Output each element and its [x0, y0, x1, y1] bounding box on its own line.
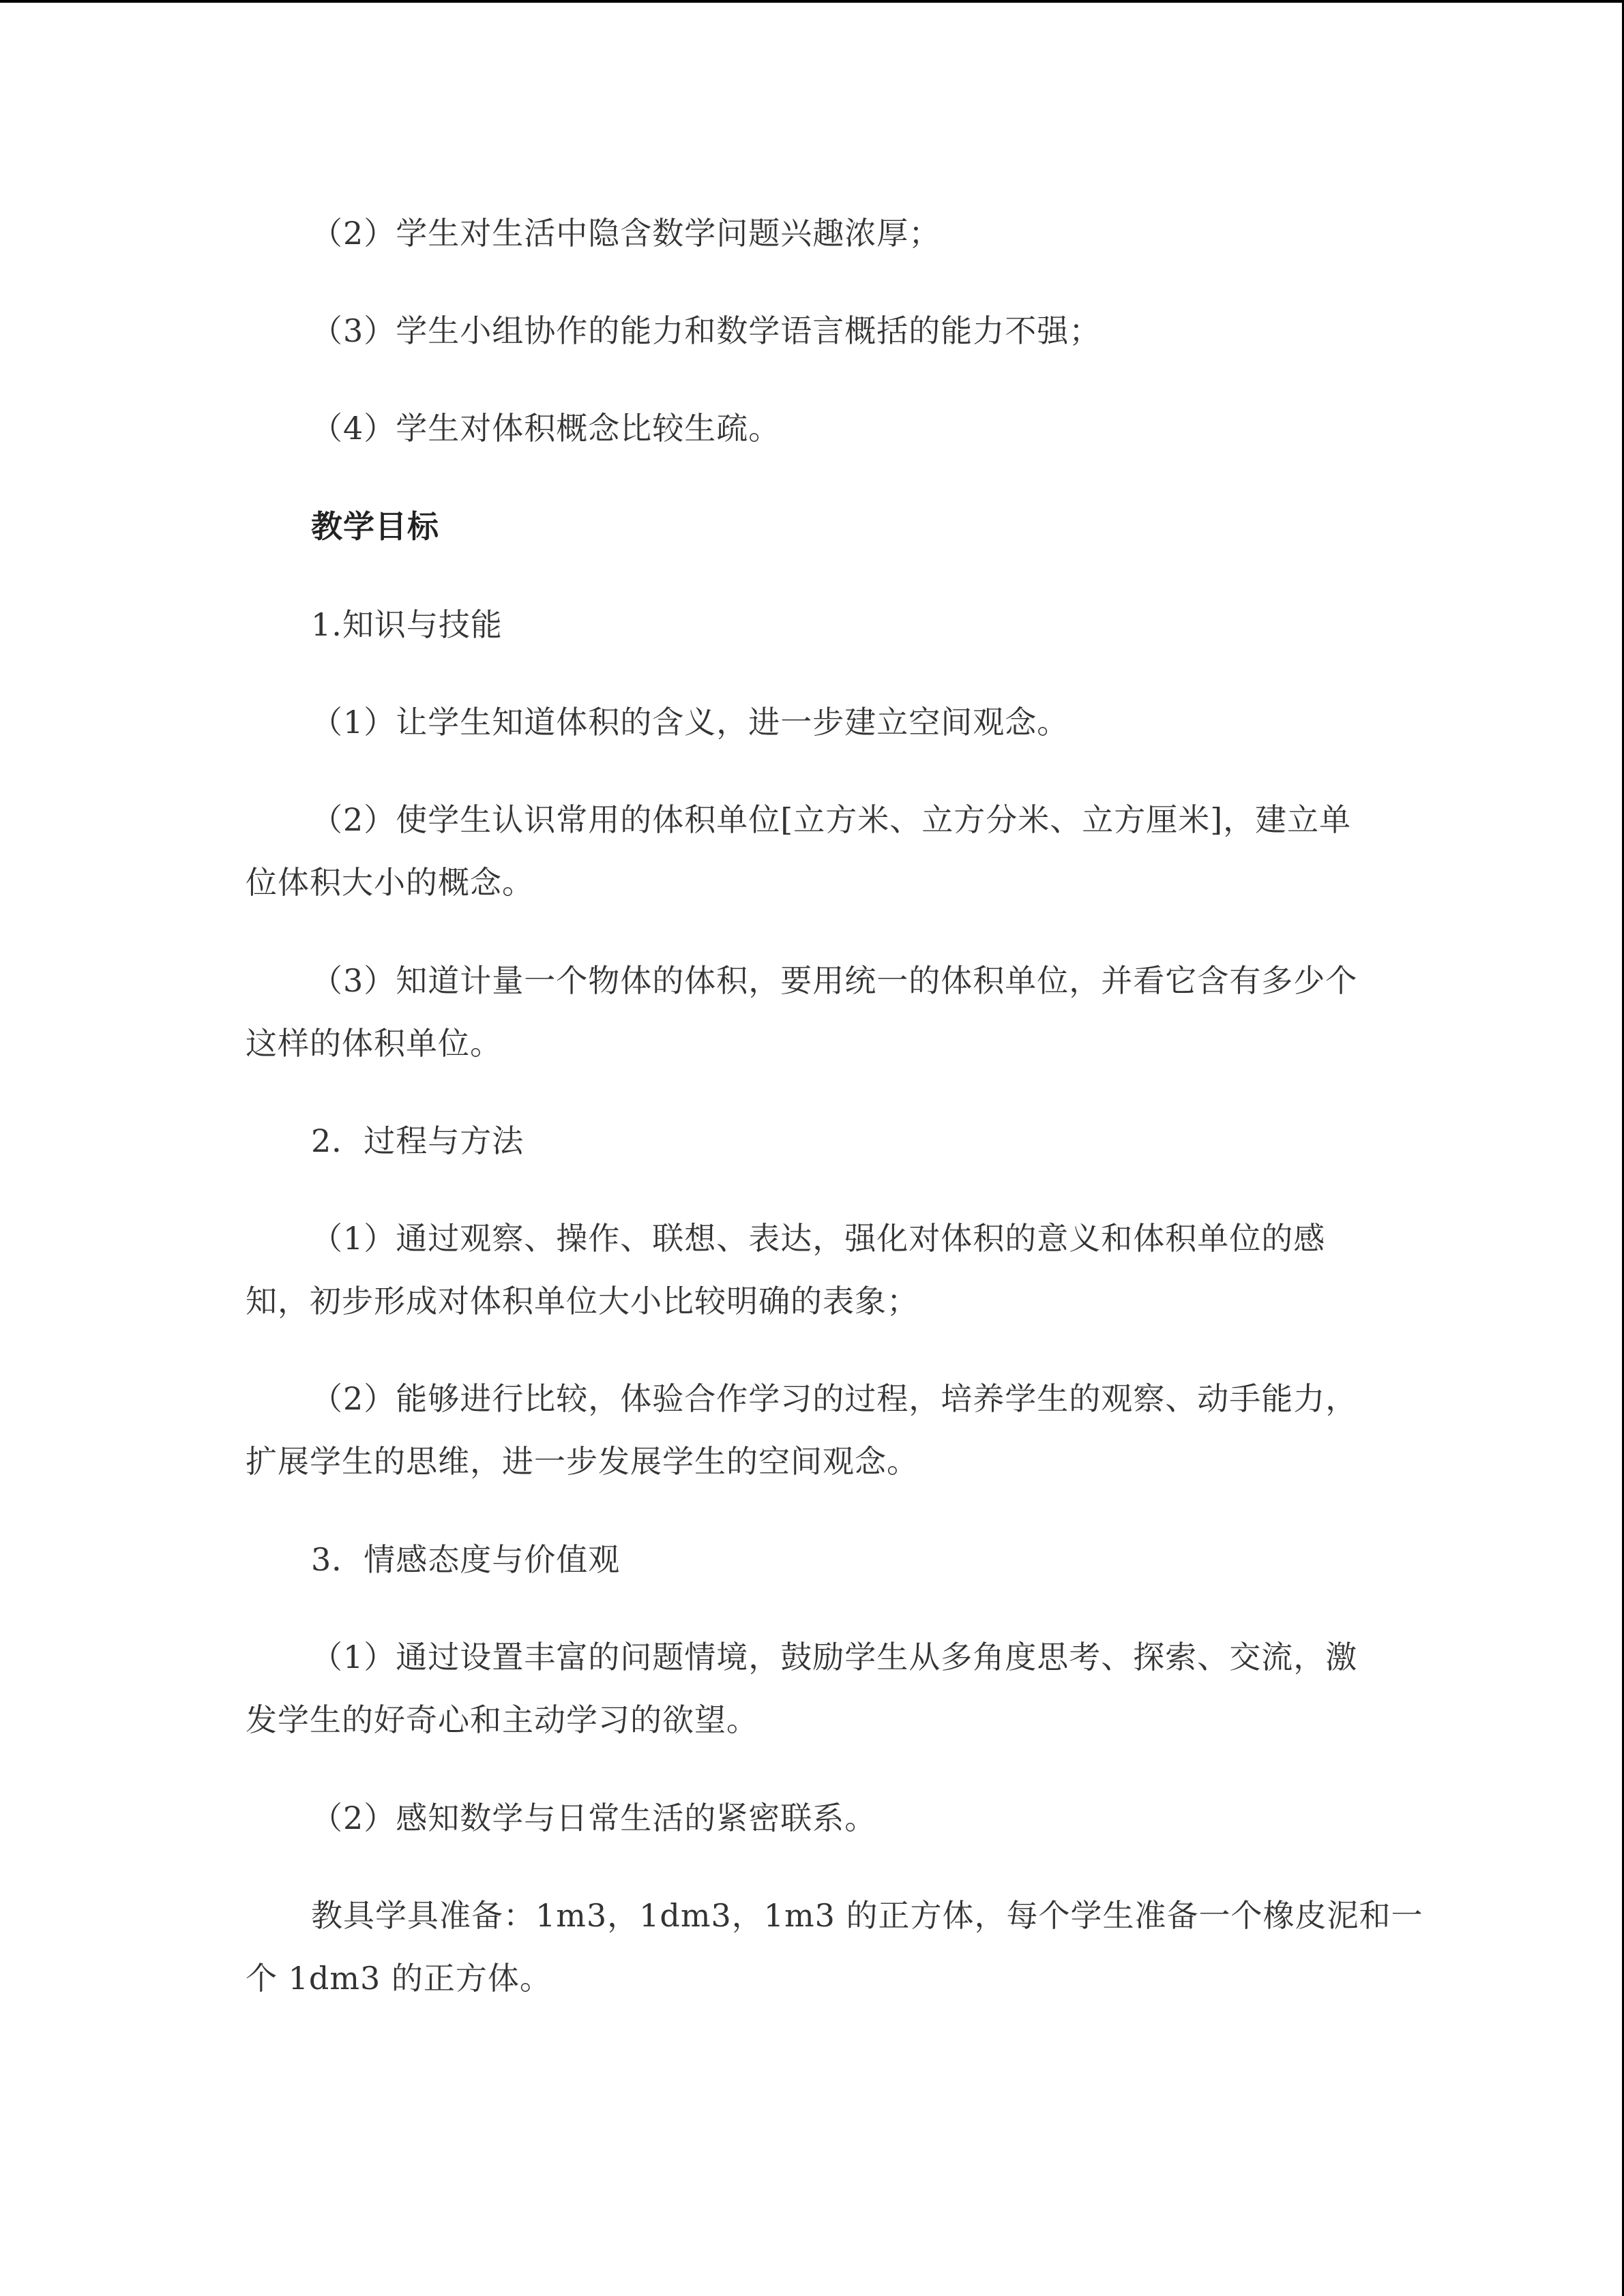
page-top-border: [0, 0, 1624, 3]
text-line: 发学生的好奇心和主动学习的欲望。: [246, 1701, 758, 1738]
text-line: 扩展学生的思维，进一步发展学生的空间观念。: [246, 1443, 919, 1480]
text-line: （3）知道计量一个物体的体积，要用统一的体积单位，并看它含有多少个: [311, 962, 1358, 999]
subsection-heading: 1.知识与技能: [311, 606, 503, 643]
text-line: （2）感知数学与日常生活的紧密联系。: [311, 1800, 877, 1836]
text-line: （2）使学生认识常用的体积单位[立方米、立方分米、立方厘米]，建立单: [311, 801, 1352, 838]
subsection-heading: 2．过程与方法: [311, 1122, 525, 1159]
subsection-heading: 3．情感态度与价值观: [311, 1541, 621, 1578]
text-line: 位体积大小的概念。: [246, 864, 534, 901]
text-line: （1）通过设置丰富的问题情境，鼓励学生从多角度思考、探索、交流，激: [311, 1639, 1358, 1675]
section-heading: 教学目标: [311, 508, 439, 545]
text-line: 教具学具准备：1m3，1dm3，1m3 的正方体，每个学生准备一个橡皮泥和一: [311, 1897, 1423, 1934]
text-line: （1）通过观察、操作、联想、表达，强化对体积的意义和体积单位的感: [311, 1220, 1326, 1257]
text-line: 这样的体积单位。: [246, 1025, 502, 1062]
text-line: （1）让学生知道体积的含义，进一步建立空间观念。: [311, 704, 1069, 741]
text-line: 知，初步形成对体积单位大小比较明确的表象；: [246, 1283, 919, 1320]
text-line: 个 1dm3 的正方体。: [246, 1960, 552, 1997]
text-line: （2）学生对生活中隐含数学问题兴趣浓厚；: [311, 215, 941, 252]
text-line: （3）学生小组协作的能力和数学语言概括的能力不强；: [311, 312, 1102, 349]
text-line: （4）学生对体积概念比较生疏。: [311, 410, 781, 447]
text-line: （2）能够进行比较，体验合作学习的过程，培养学生的观察、动手能力，: [311, 1380, 1358, 1417]
